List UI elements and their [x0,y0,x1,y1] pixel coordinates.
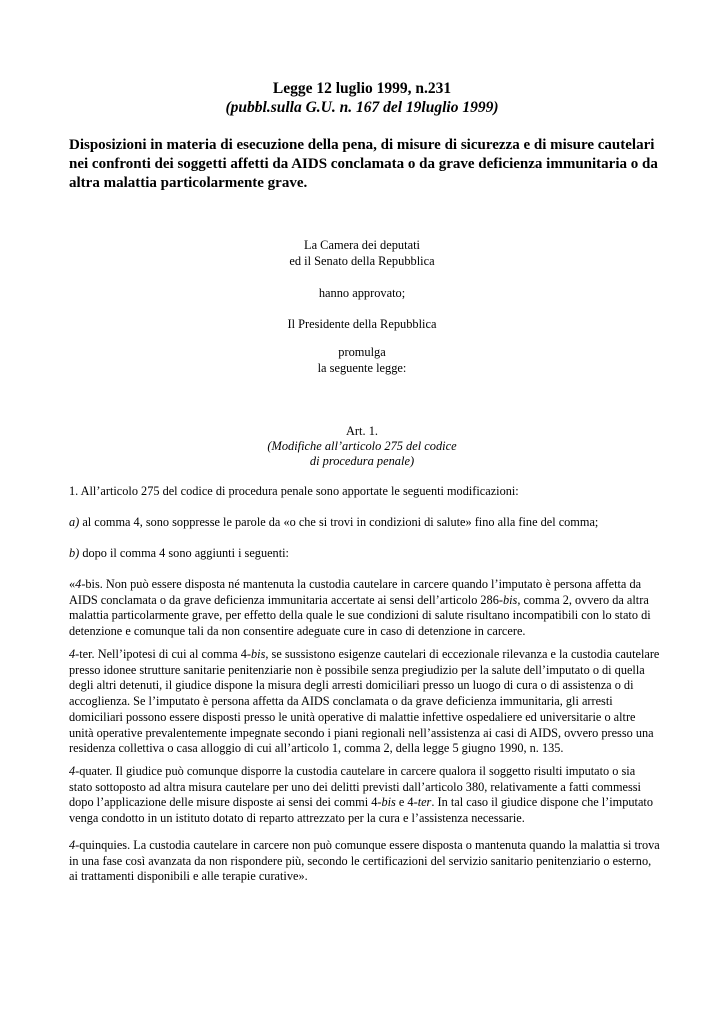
text: . In tal caso il giudice dispone che l’imputato [431,795,653,810]
text-italic: bis [251,647,266,661]
paragraph-line [69,593,659,609]
comma-4-bis [69,577,659,640]
text: -bis. Non può essere disposta né mantenuta la custodia cautelare in carcere quando l’imputato è persona affetta da [81,577,642,591]
preamble-camera: La Camera dei deputati [304,238,420,252]
comma-4-quinquies [69,838,659,885]
text: -quater. Il giudice può comunque disporre la custodia cautelare in carcere qualora il soggetto risulti imputato o sia [75,764,636,778]
paragraph-line [69,577,659,593]
publication-reference: (pubbl.sulla G.U. n. 167 del 19luglio 1999) [225,99,499,116]
paragraph-line [69,795,659,811]
paragraph-line: presso idonee strutture sanitarie penitenziarie non è possibile senza pregiudizio per la salute dell’imputato o di quella [69,662,645,677]
paragraph-line: unità operative prevalentemente impegnate secondo i piani regionali nell’assistenza ai casi di AIDS, ovvero presso una [69,725,654,740]
article-subtitle: (Modifiche all’articolo 275 del codice [267,439,457,453]
text-italic: 4 [75,577,82,591]
preamble-senato: ed il Senato della Repubblica [289,254,435,268]
paragraph [69,515,659,531]
text: AIDS conclamata o da grave deficienza immunitaria accertate ai sensi dell’articolo 286- [69,592,503,607]
text-italic: 4 [69,838,76,852]
text: -ter. Nell’ipotesi di cui al comma 4- [75,647,252,661]
paragraph-line [69,546,659,562]
paragraph-line: degli altri detenuti, il giudice dispone la misura degli arresti domiciliari presso un luogo di cura o di assistenza o di [69,678,634,693]
paragraph-line [69,647,659,663]
law-subject-title [69,136,669,193]
paragraph-line: stato sottoposto ad altra misura cautelare per uno dei delitti previsti dall’articolo 380, relativamente a fatti commessi [69,779,641,794]
preamble-approvato: hanno approvato; [318,286,406,300]
article-subtitle: di procedura penale) [309,454,415,468]
paragraph-line: accoglienza. Se l’imputato è persona affetta da AIDS conclamata o da grave deficienza immunitaria, gli arresti [69,694,613,709]
paragraph-text: al comma 4, sono soppresse le parole da «o che si trovi in condizioni di salute» fino alla fine del comma; [79,515,599,529]
title-line: Disposizioni in materia di esecuzione della pena, di misure di sicurezza e di misure cautelari [69,137,655,153]
text: , comma 2, ovvero da altra [517,592,649,607]
list-marker: b) [69,546,80,560]
paragraph-line: ai trattamenti disponibili e alle terapie curative». [69,869,308,884]
paragraph-line: 1. All’articolo 275 del codice di procedura penale sono apportate le seguenti modificazioni: [69,484,519,498]
paragraph-line [69,764,659,780]
text: , se sussistono esigenze cautelari di eccezionale rilevanza e la custodia cautelare [265,647,660,661]
paragraph-line: detenzione e comunque tali da non consentire adeguate cure in caso di detenzione in carcere. [69,624,526,639]
text-italic: bis [502,592,518,607]
paragraph [69,546,659,562]
preamble-promulga: promulga [338,345,386,359]
preamble-presidente: Il Presidente della Repubblica [287,317,437,331]
title-line: nei confronti dei soggetti affetti da AIDS conclamata o da grave deficienza immunitaria o da [69,156,658,172]
text-italic: bis [381,795,396,810]
paragraph-text: dopo il comma 4 sono aggiunti i seguenti: [79,546,289,560]
paragraph-line: malattia particolarmente grave, per effetto della quale le sue condizioni di salute risultano incompatibili con lo stato di [69,608,651,623]
text: « [69,577,76,591]
list-marker: a) [69,515,80,529]
law-title: Legge 12 luglio 1999, n.231 [272,80,452,97]
title-line: altra malattia particolarmente grave. [69,175,308,191]
comma-4-ter [69,647,659,757]
comma-4-quater [69,764,659,827]
text-italic: 4 [69,647,76,661]
text: e 4- [395,795,418,810]
preamble-seguente: la seguente legge: [317,361,407,375]
paragraph-line: residenza collettiva o casa alloggio di cui all’articolo 1, comma 2, della legge 5 giugno 1990, n. 135. [69,741,564,756]
paragraph-line: venga condotto in un istituto dotato di reparto attrezzato per la cura e l’assistenza necessarie. [69,811,525,826]
text: -quinquies. La custodia cautelare in carcere non può comunque essere disposta o mantenuta quando la malattia si trova [75,838,660,852]
text-italic: 4 [69,764,76,778]
article-number: Art. 1. [345,424,378,438]
paragraph-line: in una fase così avanzata da non rispondere più, secondo le certificazioni del servizio sanitario penitenziario o esterno, [69,853,652,868]
paragraph-line [69,838,659,854]
paragraph [69,484,659,500]
text-italic: ter [417,795,432,810]
paragraph-line: domiciliari possono essere disposti presso le unità operative di malattie infettive ospedaliere ed universitarie o altre [69,709,636,724]
paragraph-line [69,515,659,531]
text: dopo l’applicazione delle misure disposte ai sensi dei commi 4- [69,795,382,810]
